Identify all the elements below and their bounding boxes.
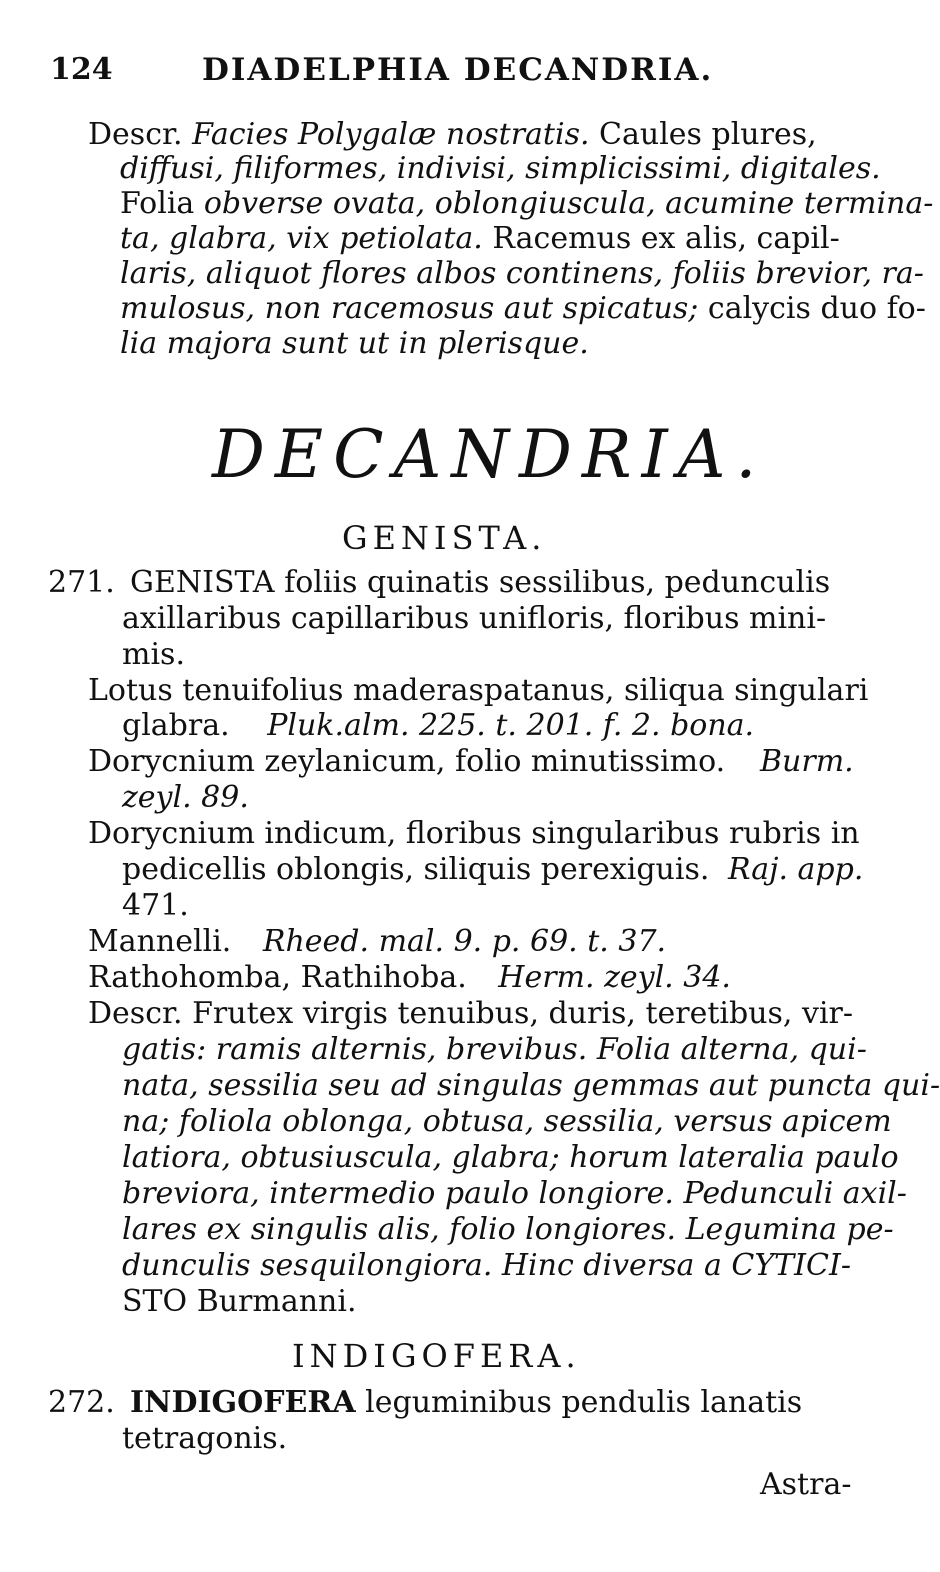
descr1-line-2: diffusi, filiformes, indivisi, simplicissimi, digitales. [120,151,881,186]
descr2-line-6: breviora, intermedio paulo longiore. Pedunculi axil- [122,1176,907,1211]
descr2-line-2: gatis: ramis alternis, brevibus. Folia alterna, qui- [122,1032,867,1067]
descr2-line-8: dunculis sesquilongiora. Hinc diversa a CYTICI- [122,1248,851,1283]
descr1-line-4: ta, glabra, vix petiolata. Racemus ex alis, capil- [120,221,840,256]
synonym-3-ref: Raj. app. [728,852,864,887]
synonym-1-cont: glabra. Pluk.alm. 225. t. 201. f. 2. bona. [122,708,755,743]
descr2-line-9: STO Burmanni. [122,1284,357,1319]
synonym-5: Rathohomba, Rathihoba. Herm. zeyl. 34. [88,960,731,995]
synonym-3-cont2: 471. [122,888,189,923]
synonym-3: Dorycnium indicum, floribus singularibus rubris in [88,816,860,851]
descr1-line-3: Folia obverse ovata, oblongiuscula, acumine termina- [120,186,934,221]
synonym-1-ref: Pluk.alm. 225. t. 201. f. 2. bona. [267,708,755,743]
indigofera-diagnosis-line-1: INDIGOFERA leguminibus pendulis lanatis [130,1385,803,1420]
synonym-4: Mannelli. Rheed. mal. 9. p. 69. t. 37. [88,924,667,959]
catchword: Astra- [760,1467,852,1502]
descr2-line-4: na; foliola oblonga, obtusa, sessilia, versus apicem [122,1104,892,1139]
synonym-3-cont: pedicellis oblongis, siliquis perexiguis. [122,852,710,887]
descr2-line-1: Descr. Frutex virgis tenuibus, duris, teretibus, vir- [88,996,854,1031]
diagnosis-line-3: mis. [122,637,185,672]
genus-heading-genista: GENISTA. [342,519,547,557]
genus-heading-indigofera: INDIGOFERA. [292,1337,581,1375]
indigofera-diagnosis-line-2: tetragonis. [122,1421,288,1456]
page-number: 124 [50,52,113,87]
descr1-line-7: lia majora sunt ut in plerisque. [120,326,589,361]
species-number-272: 272. [48,1385,115,1420]
synonym-2-ref: Burm. [760,744,854,779]
running-title: DIADELPHIA DECANDRIA. [202,52,714,88]
descr2-line-5: latiora, obtusiuscula, glabra; horum lateralia paulo [122,1140,899,1175]
descr1-line-5: laris, aliquot flores albos continens, foliis brevior, ra- [120,256,924,291]
descr1-line-6: mulosus, non racemosus aut spicatus; calycis duo fo- [120,291,926,326]
descr1-line-1: Descr. Facies Polygalæ nostratis. Caules plures, [88,117,817,152]
section-title: DECANDRIA. [212,416,767,493]
synonym-5-ref: Herm. zeyl. 34. [498,960,731,995]
synonym-1: Lotus tenuifolius maderaspatanus, siliqua singulari [88,673,869,708]
diagnosis-line-1: GENISTA foliis quinatis sessilibus, pedunculis [130,565,831,600]
diagnosis-line-2: axillaribus capillaribus unifloris, floribus mini- [122,601,827,636]
descr2-line-7: lares ex singulis alis, folio longiores. Legumina pe- [122,1212,894,1247]
descr2-line-3: nata, sessilia seu ad singulas gemmas aut puncta qui- [122,1068,940,1103]
species-number: 271. [48,565,115,600]
page-header [50,52,870,92]
synonym-4-ref: Rheed. mal. 9. p. 69. t. 37. [262,924,667,959]
synonym-2-cont: zeyl. 89. [122,780,249,815]
synonym-2: Dorycnium zeylanicum, folio minutissimo. [88,744,726,779]
